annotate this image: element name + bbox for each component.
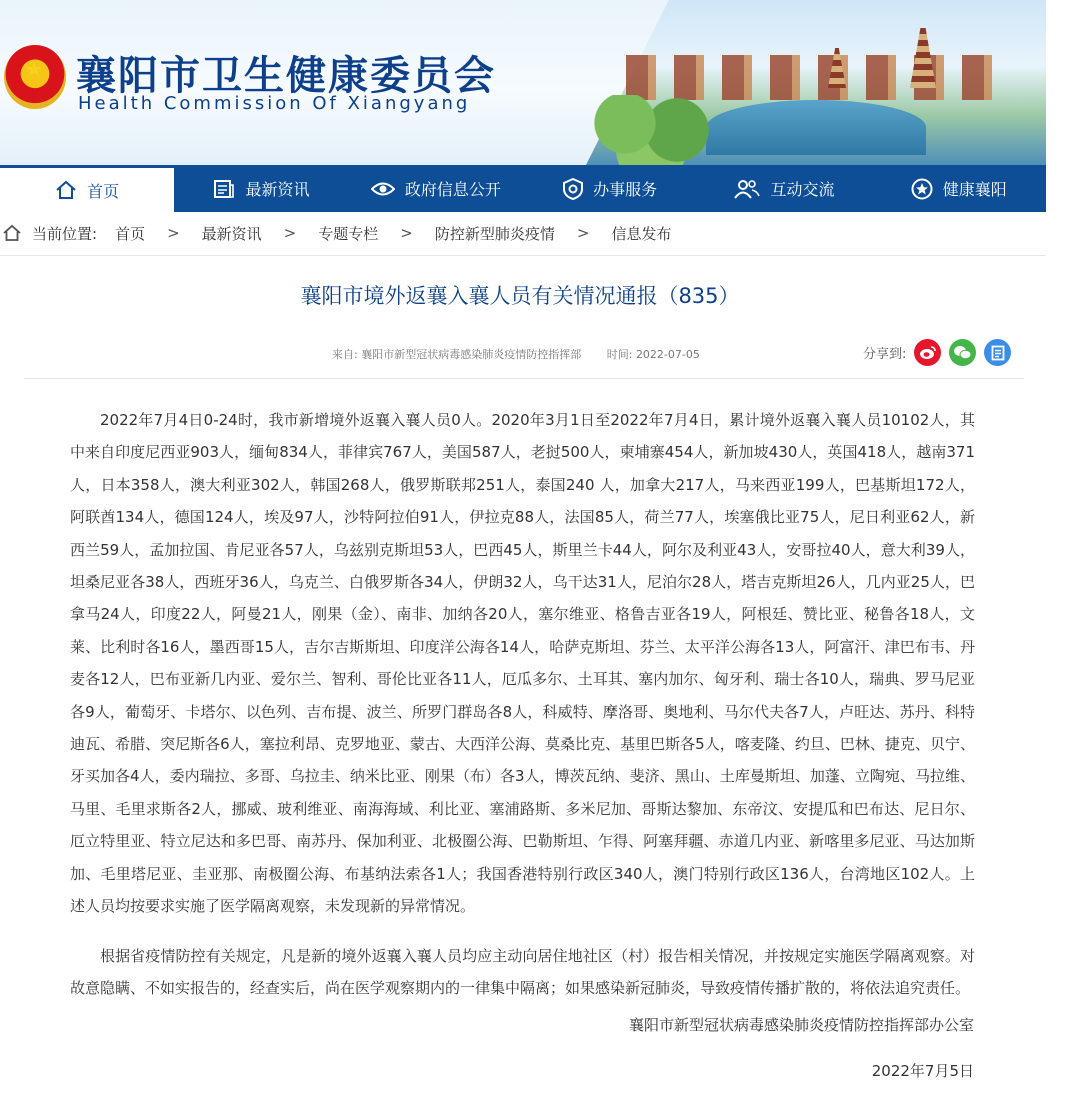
nav-item-label: 健康襄阳 <box>942 180 1007 199</box>
wechat-icon <box>953 345 972 360</box>
site-subtitle: Health Commission Of Xiangyang <box>78 93 471 114</box>
source-label: 来自: <box>332 348 358 361</box>
eye-icon <box>371 181 395 197</box>
weibo-icon <box>919 345 937 360</box>
breadcrumb-label: 当前位置: <box>32 224 98 243</box>
nav-item-label: 最新资讯 <box>245 180 310 199</box>
breadcrumb-item-releases[interactable]: 信息发布 <box>611 224 672 243</box>
wechat-share-button[interactable] <box>949 339 976 366</box>
site-banner <box>0 0 1046 165</box>
breadcrumb-separator: > <box>576 224 590 242</box>
meta-divider <box>24 378 1024 379</box>
banner-trees <box>586 95 716 165</box>
nav-item-gov-info[interactable] <box>349 165 523 212</box>
breadcrumb-item-topics[interactable]: 专题专栏 <box>318 224 379 243</box>
nav-item-home[interactable] <box>0 165 174 212</box>
signature-date: 2022年7月5日 <box>871 1062 974 1080</box>
time-value: 2022-07-05 <box>635 348 700 361</box>
nav-item-label: 政府信息公开 <box>404 180 501 199</box>
site-title: 襄阳市卫生健康委员会 <box>76 52 496 99</box>
breadcrumb-separator: > <box>400 224 413 242</box>
article-body <box>70 404 975 1004</box>
article-paragraph: 2022年7月4日0-24时，我市新增境外返襄入襄人员0人。2020年3月1日至2022年7月4日，累计境外返襄入襄人员10102人，其中来自印度尼西亚903人，缅甸834人，菲律宾767人，美国587人，老挝500人，柬埔寨454人，新加坡430人，英国418人，越南371人，日本358人，澳大利亚302人，韩国268人，俄罗斯联邦251人，泰国240 人，加拿大217人，马来西亚199人，巴基斯坦172人，阿联酋134人，德国124人，埃及97人，沙特阿拉伯91人，伊拉克88人，法国85人，荷兰77人，埃塞俄比亚75人，尼日利亚62人，新西兰59人，孟加拉国、肯尼亚各57人，乌兹别克斯坦53人，巴西45人，斯里兰卡44人，阿尔及利亚43人，安哥拉40人，意大利39人，坦桑尼亚各38人，西班牙36人，乌克兰、白俄罗斯各34人，伊朗32人，乌干达31人，尼泊尔28人，塔吉克斯坦26人，几内亚25人，巴拿马24人，印度22人，阿曼21人，刚果（金）、南非、加纳各20人，塞尔维亚、格鲁吉亚各19人，阿根廷、赞比亚、秘鲁各18人，文莱、比利时各16人，墨西哥15人，吉尔吉斯斯坦、印度洋公海各14人，哈萨克斯坦、芬兰、太平洋公海各13人，阿富汗、津巴布韦、丹麦各12人，巴布亚新几内亚、爱尔兰、智利、哥伦比亚各11人，厄瓜多尔、土耳其、塞内加尔、匈牙利、瑞士各10人，瑞典、罗马尼亚各9人，葡萄牙、卡塔尔、以色列、吉布提、波兰、所罗门群岛各8人，科威特、摩洛哥、奥地利、马尔代夫各7人，卢旺达、苏丹、科特迪瓦、希腊、突尼斯各6人，塞拉利昂、克罗地亚、蒙古、大西洋公海、莫桑比克、基里巴斯各5人，喀麦隆、约旦、巴林、捷克、贝宁、牙买加各4人，委内瑞拉、多哥、乌拉圭、纳米比亚、刚果（布）各3人，博茨瓦纳、斐济、黑山、土库曼斯坦、加蓬、立陶宛、马拉维、马里、毛里求斯各2人，挪威、玻利维亚、南海海域、利比亚、塞浦路斯、多米尼加、哥斯达黎加、东帝汶、安提瓜和巴布达、尼日尔、厄立特里亚、特立尼达和多巴哥、南苏丹、保加利亚、北极圈公海、巴勒斯坦、乍得、阿塞拜疆、赤道几内亚、新喀里多尼亚、马达加斯加、毛里塔尼亚、圭亚那、南极圈公海、布基纳法索各1人；我国香港特别行政区340人，澳门特别行政区136人，台湾地区102人。上述人员均按要求实施了医学隔离观察，未发现新的异常情况。 <box>70 411 975 916</box>
nav-item-services[interactable] <box>523 165 697 212</box>
article-paragraph: 根据省疫情防控有关规定，凡是新的境外返襄入襄人员均应主动向居住地社区（村）报告相关情况，并按规定实施医学隔离观察。对故意隐瞒、不如实报告的，经查实后，尚在医学观察期内的一律集中隔离；如果感染新冠肺炎，导致疫情传播扩散的，将依法追究责任。 <box>70 946 975 997</box>
people-icon <box>734 179 760 199</box>
nav-item-label: 首页 <box>87 181 120 201</box>
news-icon <box>213 179 235 199</box>
doc-share-button[interactable] <box>984 339 1011 366</box>
share-label: 分享到: <box>863 347 907 362</box>
national-emblem-logo: ★ <box>4 45 66 109</box>
breadcrumb <box>0 220 671 246</box>
home-icon <box>2 224 22 242</box>
breadcrumb-item-news[interactable]: 最新资讯 <box>201 224 262 243</box>
weibo-share-button[interactable] <box>914 339 941 366</box>
nav-item-label: 办事服务 <box>593 180 658 199</box>
banner-river <box>706 100 926 155</box>
star-icon <box>911 178 933 200</box>
main-nav <box>0 165 1046 212</box>
share-bar <box>863 339 1011 366</box>
source-value: 襄阳市新型冠状病毒感染肺炎疫情防控指挥部 <box>361 348 582 361</box>
signature-org: 襄阳市新型冠状病毒感染肺炎疫情防控指挥部办公室 <box>628 1016 974 1034</box>
time-label: 时间: <box>606 348 633 361</box>
article-meta <box>332 346 700 362</box>
nav-item-news[interactable] <box>174 165 348 212</box>
nav-item-interaction[interactable] <box>697 165 871 212</box>
nav-item-label: 互动交流 <box>770 180 835 199</box>
header-divider <box>0 255 1046 256</box>
service-icon <box>563 178 583 200</box>
article-title: 襄阳市境外返襄入襄人员有关情况通报（835） <box>300 284 740 308</box>
document-icon <box>991 345 1005 361</box>
breadcrumb-item-epidemic[interactable]: 防控新型肺炎疫情 <box>434 224 555 243</box>
home-icon <box>55 180 77 200</box>
breadcrumb-separator: > <box>283 224 297 242</box>
nav-item-healthy-xiangyang[interactable] <box>872 165 1046 212</box>
breadcrumb-item-home[interactable]: 首页 <box>115 224 146 243</box>
banner-rooftops <box>626 55 1006 100</box>
breadcrumb-separator: > <box>167 224 180 242</box>
